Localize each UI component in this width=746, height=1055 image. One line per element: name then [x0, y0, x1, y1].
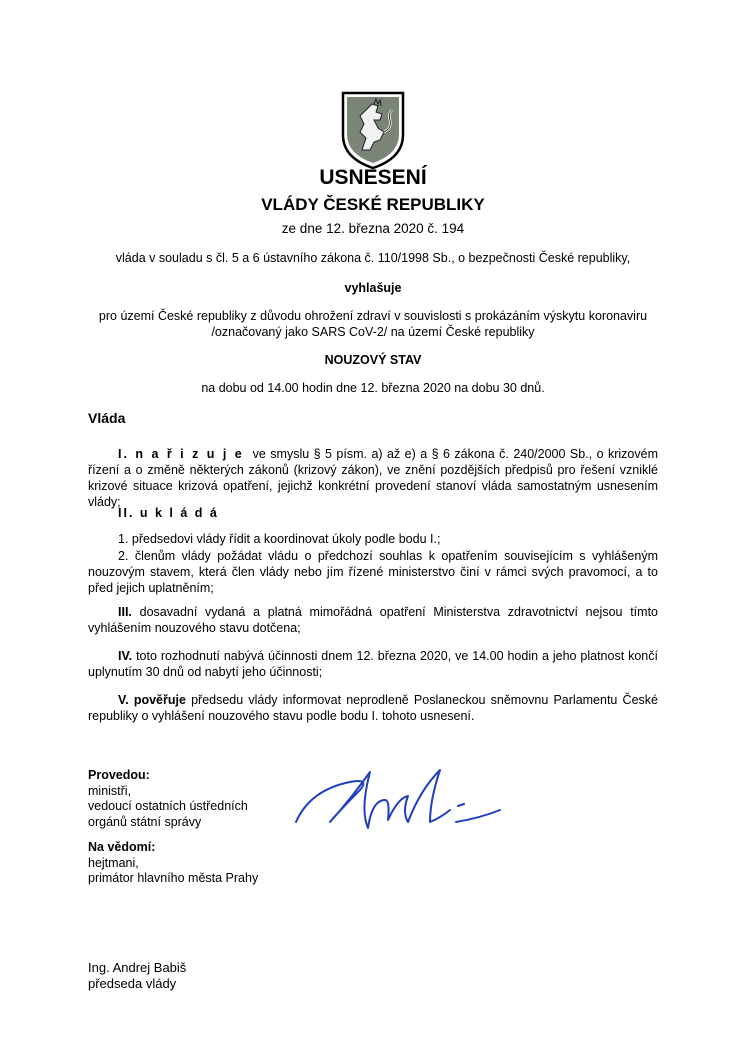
handwritten-signature-icon: [290, 760, 510, 840]
section-5-label: V. pověřuje: [118, 693, 186, 707]
section-4-label: IV.: [118, 649, 133, 663]
duration-line: na dobu od 14.00 hodin dne 12. března 2020 na dobu 30 dnů.: [201, 381, 545, 395]
territory-line-2: /označovaný jako SARS CoV-2/ na území České republiky: [211, 325, 535, 339]
provedou-heading: Provedou:: [88, 768, 150, 782]
territory-line-1: pro území České republiky z důvodu ohrožení zdraví v souvislosti s prokázáním výskytu koronaviru: [98, 309, 648, 323]
section-1-text: ve smyslu § 5 písm. a) až e) a § 6 zákona č. 240/2000 Sb., o krizovém řízení a o změně některých zákonů (krizový zákon), ve znění pozdějších předpisů pro řešení vzniklé krizové situace krizová opatření, jejichž konkrétní provedení stanoví vláda samostatným usnesením vlády;: [88, 447, 658, 509]
section-4: [88, 648, 658, 680]
section-2-item-1-text: 1. předsedovi vlády řídit a koordinovat úkoly podle bodu I.;: [118, 532, 441, 546]
state-of-emergency-heading: NOUZOVÝ STAV: [324, 353, 422, 367]
section-2-item-2-text: 2. členům vlády požádat vládu o předchozí souhlas k opatřením souvisejícím s vyhlášeným nouzovým stavem, která člen vlády nebo jím řízené ministerstvo činí v rámci svých pravomocí, a to před jejich uplatněním;: [88, 549, 658, 595]
signatory-title: předseda vlády: [88, 976, 177, 991]
intro-line: vláda v souladu s čl. 5 a 6 ústavního zákona č. 110/1998 Sb., o bezpečnosti České republiky,: [115, 251, 631, 265]
section-1: [88, 446, 658, 510]
signatory-name: Ing. Andrej Babiš: [88, 960, 187, 975]
government-heading: Vláda: [88, 410, 126, 426]
provedou-line: vedoucí ostatních ústředních: [88, 799, 248, 813]
document-title: USNESENÍ: [319, 166, 427, 189]
provedou-line: ministři,: [88, 784, 132, 798]
section-2-label: II. u k l á d á: [118, 506, 219, 520]
provedou-line: orgánů státní správy: [88, 815, 202, 829]
section-3-label: III.: [118, 605, 132, 619]
section-2-item-2: [88, 548, 658, 596]
na-vedomi-line: hejtmani,: [88, 856, 139, 870]
section-3: [88, 604, 658, 636]
na-vedomi-heading: Na vědomí:: [88, 840, 156, 854]
resolution-date: ze dne 12. března 2020 č. 194: [281, 221, 465, 236]
declares-word: vyhlašuje: [344, 281, 402, 295]
czech-lion-coat-of-arms-icon: [340, 90, 406, 170]
na-vedomi-line: primátor hlavního města Prahy: [88, 871, 259, 885]
section-5: [88, 692, 658, 724]
section-1-label: I. n a ř i z u j e: [118, 447, 244, 461]
document-subtitle: VLÁDY ČESKÉ REPUBLIKY: [261, 195, 485, 214]
section-3-text: dosavadní vydaná a platná mimořádná opatření Ministerstva zdravotnictví nejsou tímto vyhlášením nouzového stavu dotčena;: [88, 605, 658, 635]
section-2-item-1: [88, 532, 440, 546]
section-5-text: předsedu vlády informovat neprodleně Poslaneckou sněmovnu Parlamentu České republiky o vyhlášení nouzového stavu podle bodu I. tohoto usnesení.: [88, 693, 658, 723]
section-4-text: toto rozhodnutí nabývá účinnosti dnem 12. března 2020, ve 14.00 hodin a jeho platnost končí uplynutím 30 dnů od nabytí jeho účinnosti;: [88, 649, 658, 679]
